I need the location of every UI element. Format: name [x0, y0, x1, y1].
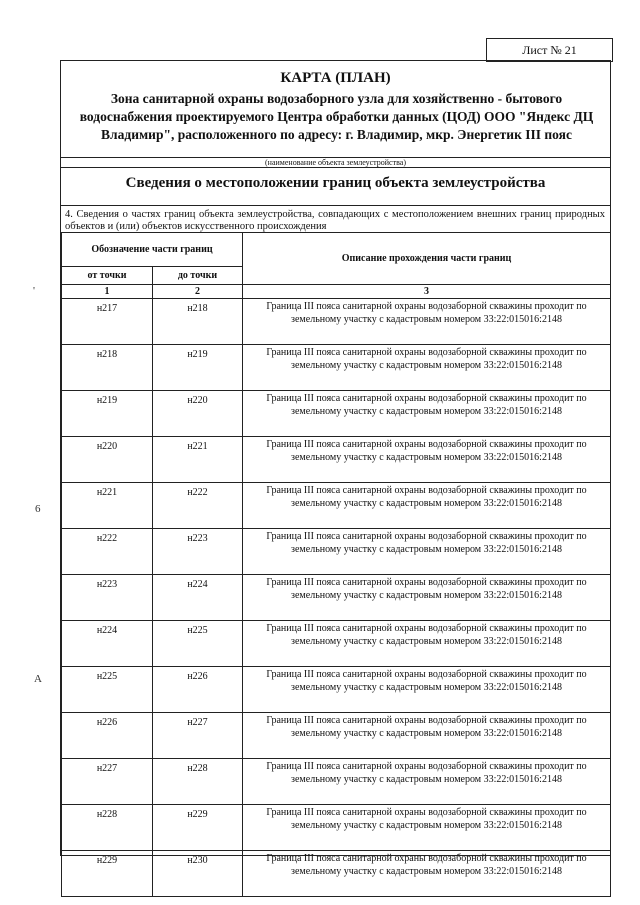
to-point-cell: н226	[153, 667, 243, 713]
table-row	[62, 299, 611, 345]
boundary-description-cell: Граница III пояса санитарной охраны водозаборной скважины проходит по земельному участку с кадастровым номером 33:22:015016:2148	[243, 759, 611, 805]
column-number: 3	[243, 285, 611, 299]
from-point-cell: н226	[62, 713, 153, 759]
from-point-cell: н218	[62, 345, 153, 391]
from-point-cell: н228	[62, 805, 153, 851]
table-row	[62, 621, 611, 667]
to-point-cell: н230	[153, 851, 243, 897]
document-title: КАРТА (ПЛАН)	[280, 70, 391, 86]
from-point-cell: н224	[62, 621, 153, 667]
to-point-cell: н223	[153, 529, 243, 575]
table-row	[62, 713, 611, 759]
from-point-cell: н223	[62, 575, 153, 621]
table-row	[62, 483, 611, 529]
margin-mark: 6	[35, 503, 41, 515]
object-caption: (наименование объекта землеустройства)	[265, 158, 406, 167]
boundaries-table	[61, 232, 611, 897]
from-point-cell: н217	[62, 299, 153, 345]
section-divider	[61, 205, 610, 206]
boundary-description-cell: Граница III пояса санитарной охраны водозаборной скважины проходит по земельному участку с кадастровым номером 33:22:015016:2148	[243, 437, 611, 483]
header-designation: Обозначение части границ	[62, 233, 243, 267]
to-point-cell: н221	[153, 437, 243, 483]
boundary-description-cell: Граница III пояса санитарной охраны водозаборной скважины проходит по земельному участку с кадастровым номером 33:22:015016:2148	[243, 621, 611, 667]
to-point-cell: н224	[153, 575, 243, 621]
sheet-number: Лист № 21	[486, 38, 613, 62]
from-point-cell: н222	[62, 529, 153, 575]
from-point-cell: н227	[62, 759, 153, 805]
header-to-point: до точки	[153, 267, 243, 285]
boundary-description-cell: Граница III пояса санитарной охраны водозаборной скважины проходит по земельному участку с кадастровым номером 33:22:015016:2148	[243, 391, 611, 437]
table-row	[62, 345, 611, 391]
boundary-description-cell: Граница III пояса санитарной охраны водозаборной скважины проходит по земельному участку с кадастровым номером 33:22:015016:2148	[243, 345, 611, 391]
column-number: 2	[153, 285, 243, 299]
to-point-cell: н218	[153, 299, 243, 345]
table-row	[62, 529, 611, 575]
to-point-cell: н227	[153, 713, 243, 759]
table-row	[62, 437, 611, 483]
table-row	[62, 851, 611, 897]
section-note: 4. Сведения о частях границ объекта землеустройства, совпадающих с местоположением внешних границ природных объектов и (или) объектов искусственного происхождения	[65, 209, 605, 232]
table-row	[62, 759, 611, 805]
column-number: 1	[62, 285, 153, 299]
boundary-description-cell: Граница III пояса санитарной охраны водозаборной скважины проходит по земельному участку с кадастровым номером 33:22:015016:2148	[243, 575, 611, 621]
table-row	[62, 805, 611, 851]
to-point-cell: н228	[153, 759, 243, 805]
boundary-description-cell: Граница III пояса санитарной охраны водозаборной скважины проходит по земельному участку с кадастровым номером 33:22:015016:2148	[243, 529, 611, 575]
table-row	[62, 575, 611, 621]
boundary-description-cell: Граница III пояса санитарной охраны водозаборной скважины проходит по земельному участку с кадастровым номером 33:22:015016:2148	[243, 299, 611, 345]
table-row	[62, 667, 611, 713]
to-point-cell: н225	[153, 621, 243, 667]
from-point-cell: н229	[62, 851, 153, 897]
boundary-description-cell: Граница III пояса санитарной охраны водозаборной скважины проходит по земельному участку с кадастровым номером 33:22:015016:2148	[243, 851, 611, 897]
margin-mark: '	[33, 285, 35, 297]
from-point-cell: н220	[62, 437, 153, 483]
section-title: Сведения о местоположении границ объекта землеустройства	[125, 175, 546, 191]
boundary-description-cell: Граница III пояса санитарной охраны водозаборной скважины проходит по земельному участку с кадастровым номером 33:22:015016:2148	[243, 805, 611, 851]
table-body	[62, 299, 611, 897]
from-point-cell: н225	[62, 667, 153, 713]
table-row	[62, 391, 611, 437]
document-frame	[60, 60, 611, 877]
zone-heading: Зона санитарной охраны водозаборного узла для хозяйственно - бытового водоснабжения проектируемого Центра обработки данных (ЦОД) ООО "Яндекс ДЦ Владимир", расположенного по адресу: г. Владимир, мкр. Энергетик III пояс	[79, 91, 594, 142]
from-point-cell: н219	[62, 391, 153, 437]
boundary-description-cell: Граница III пояса санитарной охраны водозаборной скважины проходит по земельному участку с кадастровым номером 33:22:015016:2148	[243, 483, 611, 529]
boundary-description-cell: Граница III пояса санитарной охраны водозаборной скважины проходит по земельному участку с кадастровым номером 33:22:015016:2148	[243, 713, 611, 759]
to-point-cell: н219	[153, 345, 243, 391]
to-point-cell: н220	[153, 391, 243, 437]
margin-mark: A	[34, 673, 42, 685]
from-point-cell: н221	[62, 483, 153, 529]
caption-divider	[61, 167, 610, 168]
to-point-cell: н222	[153, 483, 243, 529]
boundary-description-cell: Граница III пояса санитарной охраны водозаборной скважины проходит по земельному участку с кадастровым номером 33:22:015016:2148	[243, 667, 611, 713]
header-from-point: от точки	[62, 267, 153, 285]
to-point-cell: н229	[153, 805, 243, 851]
header-description: Описание прохождения части границ	[243, 233, 611, 285]
